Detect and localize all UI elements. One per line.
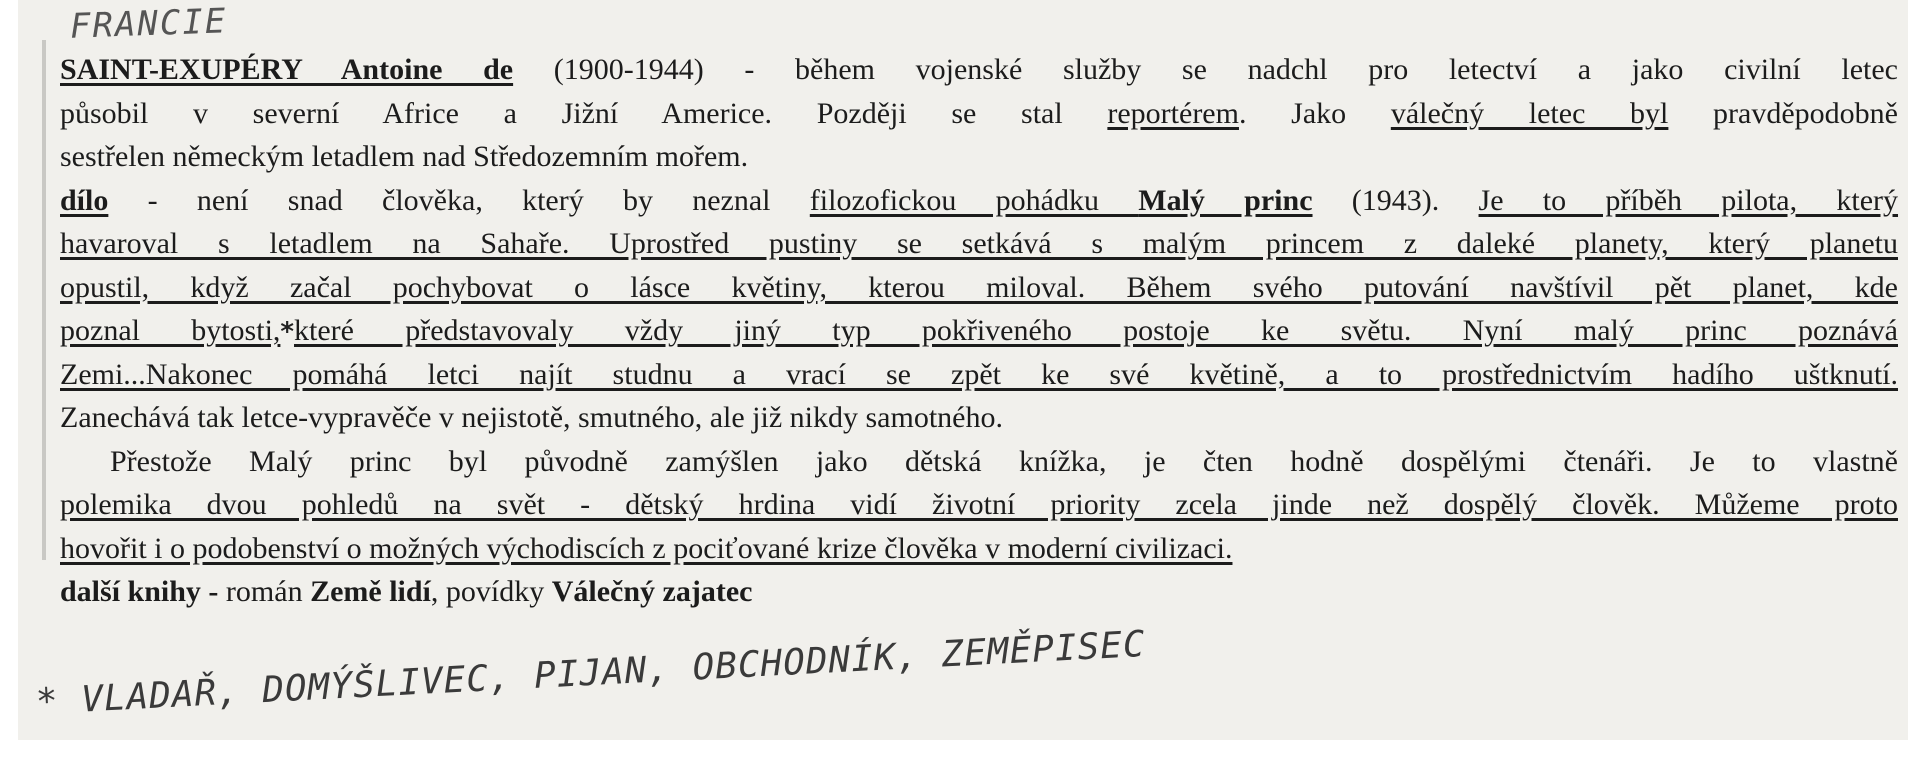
bio-text: působil v severní Africe a Jižní Americe. Později se stal [60, 96, 1108, 130]
dilo-text: - není snad člověka, který by neznal [108, 183, 810, 217]
dilo-label: dílo [60, 183, 109, 217]
dilo-text: které představovaly vždy jiný typ pokřiveného postoje ke světu. Nyní malý princ poznává [294, 314, 1898, 347]
dilo-text: (1943). [1312, 183, 1479, 217]
book-title-zeme-lidi: Země lidí [310, 575, 431, 608]
other-books-text: román [218, 575, 311, 608]
other-books-label: další knihy - [60, 575, 219, 608]
author-entry [60, 48, 1898, 614]
asterisk-mark: * [280, 317, 295, 347]
dilo-line-5: Zemi...Nakonec pomáhá letci najít studnu a vrací se zpět ke své květině, a to prostřednictvím hadího uštknutí. [60, 357, 1898, 391]
underlined-reporter: reportérem [1107, 96, 1239, 130]
entry-line-2 [60, 92, 1898, 136]
dilo-line-2: havaroval s letadlem na Sahaře. Uprostřed pustiny se setkává s malým princem z daleké planety, který planetu [60, 227, 1898, 260]
paragraph2-line-3: hovořit i o podobenství o možných východiscích z pociťované krize člověka v moderní civilizaci. [60, 531, 1233, 565]
bio-text: . Jako [1238, 96, 1391, 130]
bio-text: (1900-1944) - během vojenské služby se nadchl pro letectví a jako civilní letec [513, 53, 1898, 86]
paragraph2-line-1: Přestože Malý princ byl původně zamýšlen jako dětská knížka, je čten hodně dospělými čtenáři. Je to vlastně [110, 444, 1898, 478]
underlined-war-pilot: válečný letec byl [1390, 96, 1669, 130]
bio-text: sestřelen německým letadlem nad Středozemním mořem. [60, 140, 749, 173]
underlined-genre: filozofickou pohádku [809, 183, 1139, 217]
margin-shadow-line [42, 40, 46, 560]
other-books-line [60, 570, 1898, 614]
book-title-valecny-zajatec: Válečný zajatec [551, 575, 753, 608]
entry-line-1 [60, 48, 1898, 92]
other-books-text: , povídky [430, 575, 552, 608]
dilo-line-1 [60, 179, 1898, 223]
paragraph2-line-2: polemika dvou pohledů na svět - dětský hrdina vidí životní priority zcela jinde než dospělý člověk. Můžeme proto [60, 488, 1898, 521]
dilo-line-4 [60, 309, 1898, 353]
dilo-text: poznal bytosti, [60, 314, 281, 347]
handwritten-country-note: FRANCIE [69, 1, 228, 47]
underlined-summary: Je to příběh pilota, který [1478, 183, 1899, 217]
author-name: SAINT-EXUPÉRY Antoine de [60, 53, 514, 86]
scanned-page [18, 0, 1908, 740]
dilo-line-6: Zanechává tak letce-vypravěče v nejistotě, smutného, ale již nikdy samotného. [60, 401, 1003, 434]
dilo-line-3: opustil, když začal pochybovat o lásce květiny, kterou miloval. Během svého putování navštívil pět planet, kde [60, 270, 1898, 304]
book-title-maly-princ: Malý princ [1138, 183, 1313, 217]
bio-text: pravděpodobně [1668, 96, 1898, 130]
handwritten-footnote: * VLADAŘ, DOMÝŠLIVEC, PIJAN, OBCHODNÍK, ZEMĚPISEC [34, 623, 1147, 723]
entry-line-3 [60, 135, 1898, 179]
